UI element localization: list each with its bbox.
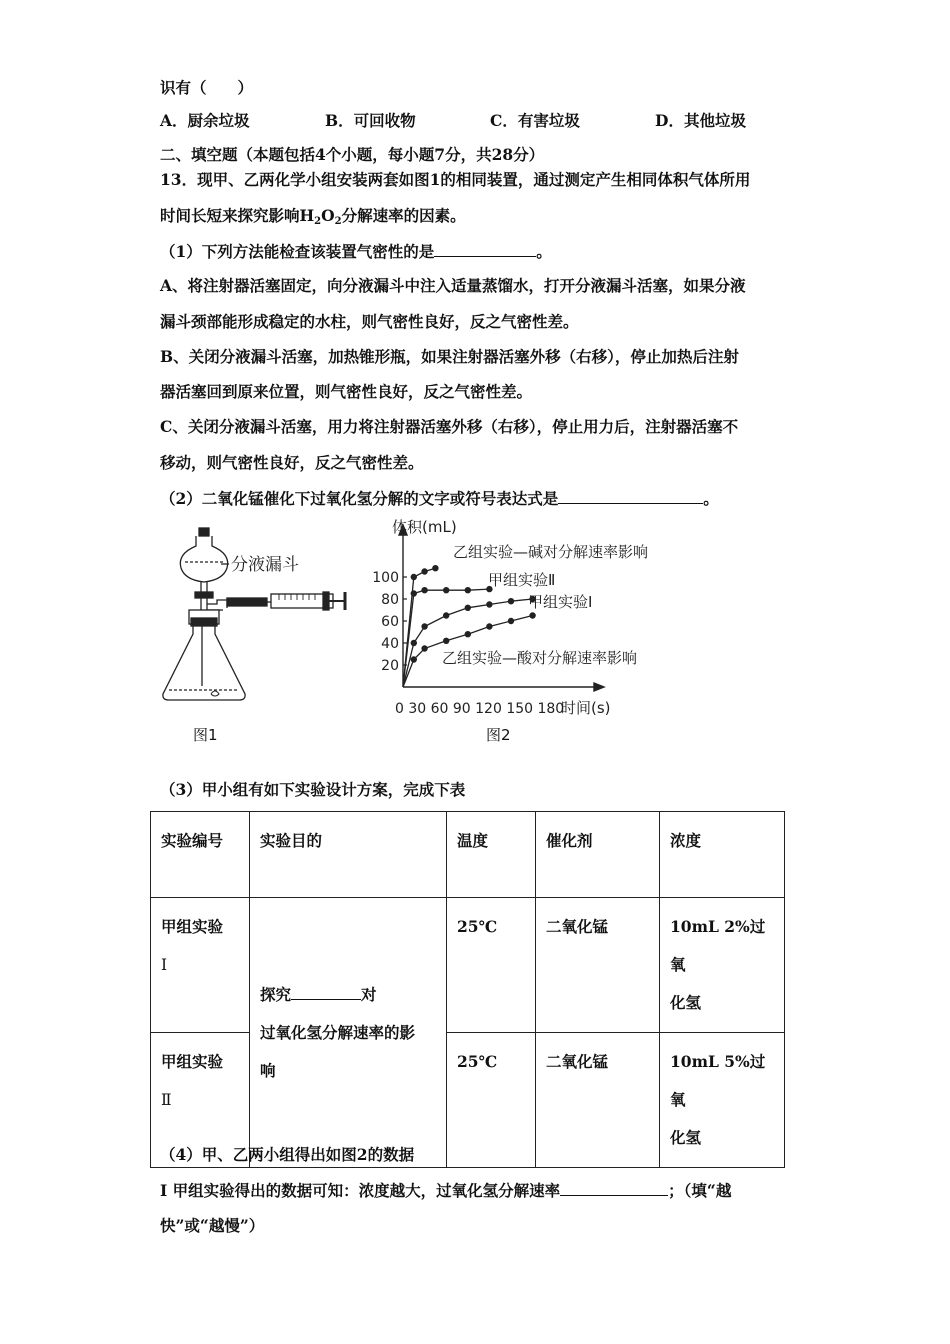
row2-temp: 25℃ <box>447 1033 536 1168</box>
q4-prompt: （4）甲、乙两小组得出如图2的数据 <box>160 1145 415 1164</box>
series-3-point <box>529 612 535 618</box>
experiment-table <box>150 811 785 1168</box>
q12-option-c: C．有害垃圾 <box>490 111 580 130</box>
series-1-point <box>421 587 427 593</box>
table-header-row <box>151 812 785 898</box>
series-2-point <box>508 598 514 604</box>
y-tick-label: 20 <box>381 658 399 674</box>
series-0-point <box>411 574 417 580</box>
y-axis-label: 体积(mL) <box>392 518 457 536</box>
series-2-point <box>486 601 492 607</box>
q4-I-line1: I 甲组实验得出的数据可知：浓度越大，过氧化氢分解速率 ；（填“越 <box>160 1181 732 1200</box>
purpose-line1: 探究 对 <box>260 984 377 1004</box>
q3-prompt: （3）甲小组有如下实验设计方案，完成下表 <box>160 780 466 799</box>
series-3-point <box>411 656 417 662</box>
q12-options <box>160 111 746 131</box>
purpose-blank[interactable] <box>291 984 361 1000</box>
funnel-stopper <box>199 528 209 536</box>
legend-series-0: 乙组实验—碱对分解速率影响 <box>453 543 649 561</box>
series-0-point <box>421 568 427 574</box>
legend-series-3: 乙组实验—酸对分解速率影响 <box>442 649 638 667</box>
q13-stem-line1: 13．现甲、乙两化学小组安装两套如图1的相同装置，通过测定产生相同体积气体所用 <box>160 170 751 189</box>
q12-option-b: B．可回收物 <box>325 111 416 130</box>
rubber-tube <box>227 598 267 606</box>
q2-answer-blank[interactable] <box>558 488 703 504</box>
option-a-line1: A、将注射器活塞固定，向分液漏斗中注入适量蒸馏水，打开分液漏斗活塞，如果分液 <box>160 276 746 295</box>
header-purpose: 实验目的 <box>250 812 447 898</box>
x-tick-labels: 0 30 60 90 120 150 180 <box>395 701 565 717</box>
row2-concentration: 10mL 5%过氧 化氢 <box>660 1033 785 1168</box>
header-catalyst: 催化剂 <box>536 812 660 898</box>
figure2-caption: 图2 <box>486 726 511 744</box>
series-0-point <box>432 565 438 571</box>
y-tick-label: 100 <box>372 570 399 586</box>
legend-series-1: 甲组实验Ⅱ <box>488 571 556 589</box>
q1-prompt: （1）下列方法能检查该装置气密性的是 。 <box>160 242 552 261</box>
series-1-point <box>443 587 449 593</box>
q4-answer-blank[interactable] <box>560 1180 668 1196</box>
series-3-point <box>508 618 514 624</box>
q12-tail: 识有（ ） <box>160 78 254 97</box>
series-line-2 <box>403 599 533 687</box>
q4-I-line2: 快”或“越慢”） <box>160 1216 265 1235</box>
header-concentration: 浓度 <box>660 812 785 898</box>
option-c-line2: 移动，则气密性良好，反之气密性差。 <box>160 453 424 472</box>
funnel-stopcock <box>195 592 213 598</box>
x-axis-label: 时间(s) <box>561 699 611 717</box>
section2-title: 二、填空题（本题包括4个小题，每小题7分，共28分） <box>160 145 545 164</box>
figure1-caption: 图1 <box>193 726 218 744</box>
series-1-point <box>411 590 417 596</box>
q2-prompt: （2）二氧化锰催化下过氧化氢分解的文字或符号表达式是 。 <box>160 489 719 508</box>
header-id: 实验编号 <box>151 812 250 898</box>
flask-stopper <box>191 618 217 626</box>
option-c-line1: C、关闭分液漏斗活塞，用力将注射器活塞外移（右移），停止用力后，注射器活塞不 <box>160 417 739 436</box>
series-2-point <box>411 640 417 646</box>
q12-option-a: A．厨余垃圾 <box>160 111 250 130</box>
series-1-point <box>465 587 471 593</box>
row1-temp: 25℃ <box>447 898 536 1033</box>
row2-id: 甲组实验 Ⅱ <box>151 1033 250 1168</box>
figure1-apparatus <box>155 522 365 712</box>
q1-answer-blank[interactable] <box>434 241 536 257</box>
funnel-bulb <box>180 536 227 582</box>
option-a-line2: 漏斗颈部能形成稳定的水柱，则气密性良好，反之气密性差。 <box>160 312 579 331</box>
series-3-point <box>486 623 492 629</box>
q12-option-d: D．其他垃圾 <box>655 111 746 130</box>
x-axis-arrow <box>594 683 604 691</box>
series-3-point <box>465 631 471 637</box>
funnel-label: 分液漏斗 <box>231 555 299 575</box>
series-2-point <box>421 623 427 629</box>
y-tick-label: 80 <box>381 592 399 608</box>
row1-id: 甲组实验 Ⅰ <box>151 898 250 1033</box>
figure2-chart <box>368 515 698 720</box>
legend-series-2: 甲组实验Ⅰ <box>528 593 593 611</box>
row2-catalyst: 二氧化锰 <box>536 1033 660 1168</box>
series-3-point <box>421 645 427 651</box>
series-2-point <box>443 612 449 618</box>
row1-concentration: 10mL 2%过氧 化氢 <box>660 898 785 1033</box>
syringe-plunger <box>323 592 329 610</box>
header-temp: 温度 <box>447 812 536 898</box>
q13-stem-line2: 时间长短来探究影响$H_2O_2$分解速率的因素。 <box>160 206 466 227</box>
conical-flask <box>163 626 245 700</box>
option-b-line1: B、关闭分液漏斗活塞，加热锥形瓶，如果注射器活塞外移（右移），停止加热后注射 <box>160 347 739 366</box>
row1-catalyst: 二氧化锰 <box>536 898 660 1033</box>
option-b-line2: 器活塞回到原来位置，则气密性良好，反之气密性差。 <box>160 382 533 401</box>
series-2-point <box>465 605 471 611</box>
series-3-point <box>443 638 449 644</box>
table-row <box>151 898 785 1033</box>
y-tick-label: 40 <box>381 636 399 652</box>
y-tick-label: 60 <box>381 614 399 630</box>
purpose-cell: 探究 对 过氧化氢分解速率的影 响 <box>250 898 447 1168</box>
